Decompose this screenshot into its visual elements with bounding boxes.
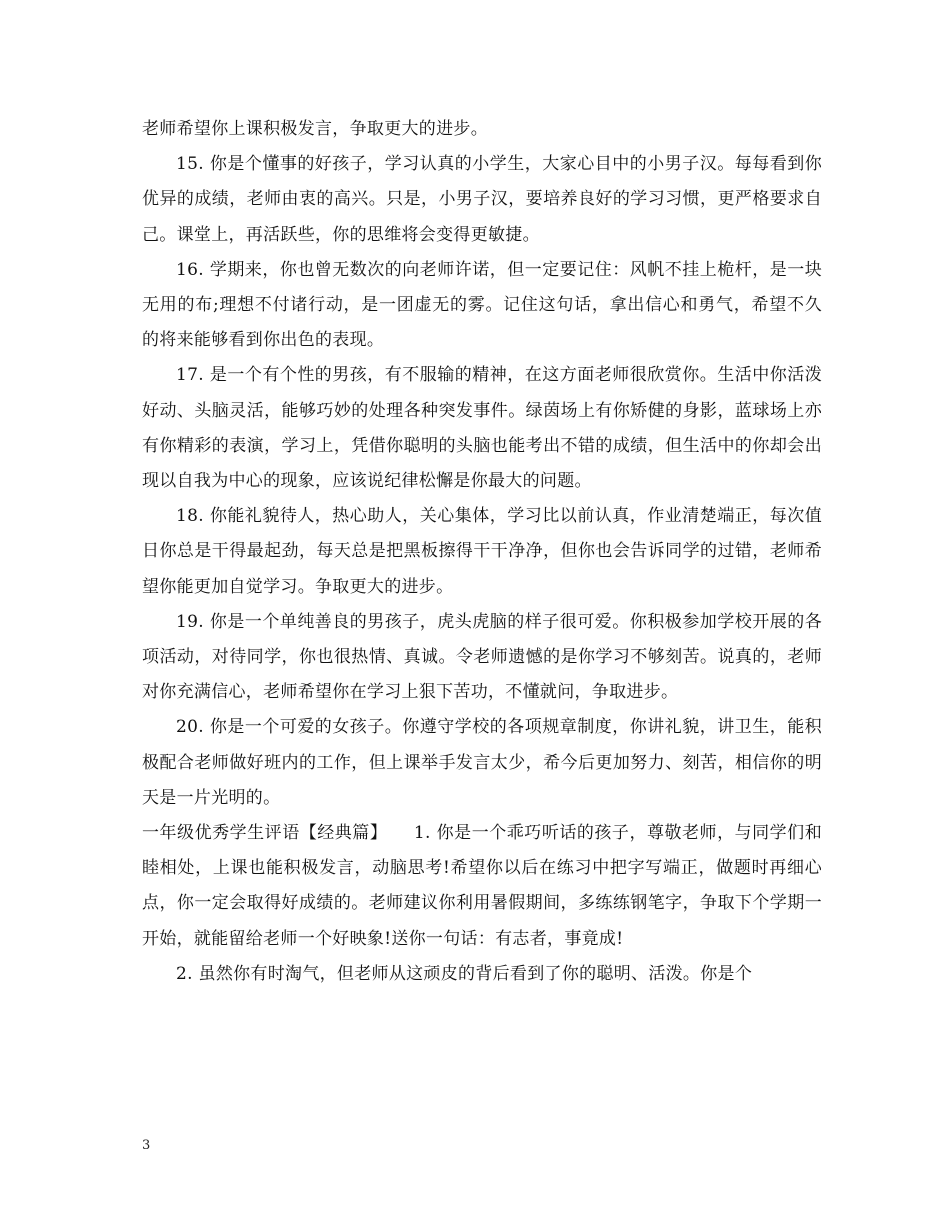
document-body <box>142 112 822 992</box>
comment-17: 17. 是一个有个性的男孩，有不服输的精神，在这方面老师很欣赏你。生活中你活泼好动、头脑灵活，能够巧妙的处理各种突发事件。绿茵场上有你矫健的身影，蓝球场上亦有你精彩的表演，学习上，凭借你聪明的头脑也能考出不错的成绩，但生活中的你却会出现以自我为中心的现象，应该说纪律松懈是你最大的问题。 <box>142 365 822 492</box>
section-heading-paragraph: 一年级优秀学生评语【经典篇】 1. 你是一个乖巧听话的孩子，尊敬老师，与同学们和睦相处，上课也能积极发言，动脑思考!希望你以后在练习中把字写端正，做题时再细心点，你一定会取得好成绩的。老师建议你利用暑假期间，多练练钢笔字，争取下个学期一开始，就能留给老师一个好映象!送你一句话：有志者，事竟成! <box>142 823 822 949</box>
comment-16: 16. 学期来，你也曾无数次的向老师许诺，但一定要记住：风帆不挂上桅杆，是一块无用的布;理想不付诸行动，是一团虚无的雾。记住这句话，拿出信心和勇气，希望不久的将来能够看到你出色的表现。 <box>142 259 822 351</box>
comment-20: 20. 你是一个可爱的女孩子。你遵守学校的各项规章制度，你讲礼貌，讲卫生，能积极配合老师做好班内的工作，但上课举手发言太少，希今后更加努力、刻苦，相信你的明天是一片光明的。 <box>142 717 822 808</box>
comment-18: 18. 你能礼貌待人，热心助人，关心集体，学习比以前认真，作业清楚端正，每次值日你总是干得最起劲，每天总是把黑板擦得干干净净，但你也会告诉同学的过错，老师希望你能更加自觉学习。争取更大的进步。 <box>142 506 822 597</box>
paragraph-continuation: 老师希望你上课积极发言，争取更大的进步。 <box>142 119 488 139</box>
comment-19: 19. 你是一个单纯善良的男孩子，虎头虎脑的样子很可爱。你积极参加学校开展的各项活动，对待同学，你也很热情、真诚。令老师遗憾的是你学习不够刻苦。说真的，老师对你充满信心，老师希望你在学习上狠下苦功，不懂就问，争取进步。 <box>142 611 822 703</box>
page-number: 3 <box>142 1138 151 1153</box>
comment-2: 2. 虽然你有时淘气，但老师从这顽皮的背后看到了你的聪明、活泼。你是个 <box>176 963 753 984</box>
comment-15: 15. 你是个懂事的好孩子，学习认真的小学生，大家心目中的小男子汉。每每看到你优异的成绩，老师由衷的高兴。只是，小男子汉，要培养良好的学习习惯，更严格要求自己。课堂上，再活跃些，你的思维将会变得更敏捷。 <box>142 154 822 245</box>
